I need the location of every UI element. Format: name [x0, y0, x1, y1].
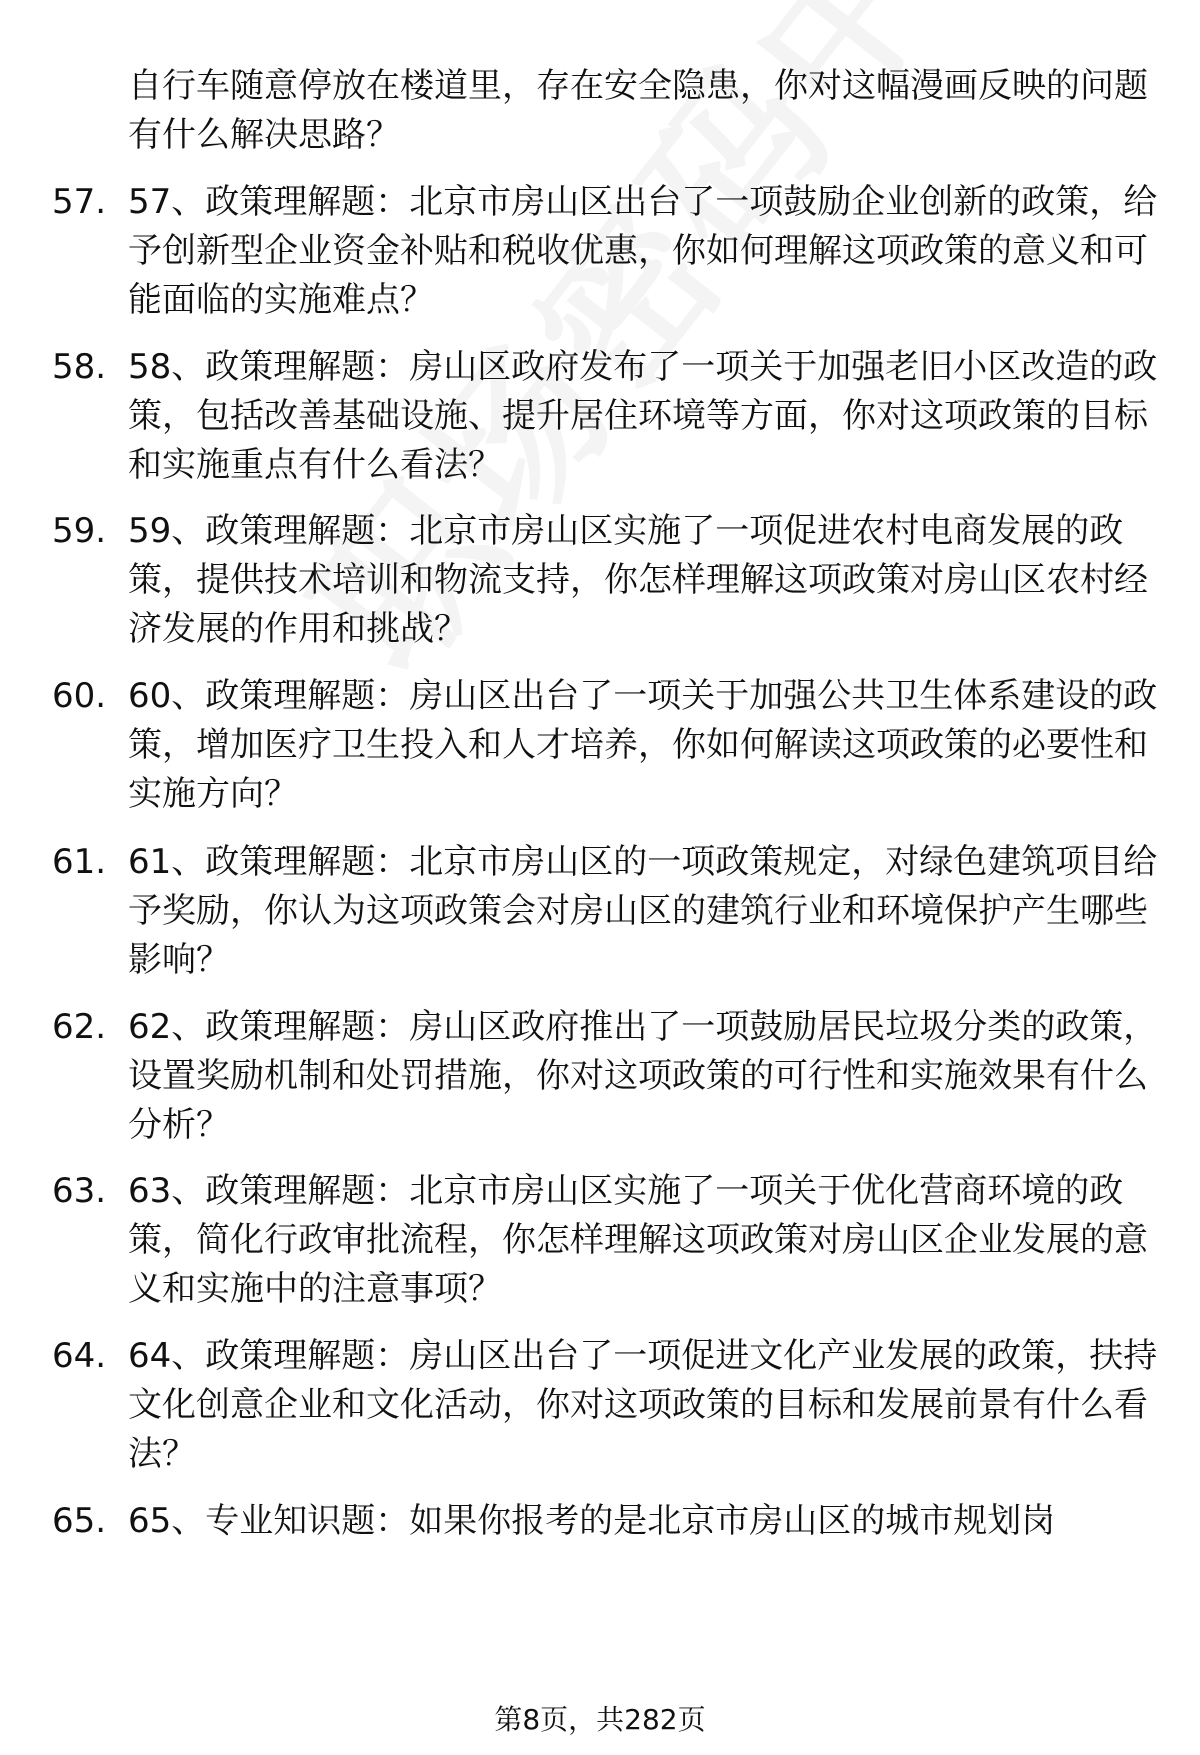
- item-text: 57、政策理解题：北京市房山区出台了一项鼓励企业创新的政策，给予创新型企业资金补贴和税收优惠，你如何理解这项政策的意义和可能面临的实施难点？: [128, 182, 1158, 320]
- item-number: 65.: [52, 1501, 107, 1541]
- item-number: 62.: [52, 1007, 107, 1047]
- page-footer: 第8页，共282页: [494, 1703, 706, 1736]
- item-number: 59.: [52, 511, 107, 551]
- continuation-text: 自行车随意停放在楼道里，存在安全隐患，你对这幅漫画反映的问题有什么解决思路？: [128, 66, 1148, 155]
- item-text: 59、政策理解题：北京市房山区实施了一项促进农村电商发展的政策，提供技术培训和物流支持，你怎样理解这项政策对房山区农村经济发展的作用和挑战？: [128, 511, 1148, 649]
- item-number: 60.: [52, 676, 107, 716]
- item-text: 60、政策理解题：房山区出台了一项关于加强公共卫生体系建设的政策，增加医疗卫生投入和人才培养，你如何解读这项政策的必要性和实施方向？: [128, 676, 1158, 814]
- item-number: 58.: [52, 347, 107, 387]
- item-text: 63、政策理解题：北京市房山区实施了一项关于优化营商环境的政策，简化行政审批流程，你怎样理解这项政策对房山区企业发展的意义和实施中的注意事项？: [128, 1171, 1148, 1309]
- item-text: 58、政策理解题：房山区政府发布了一项关于加强老旧小区改造的政策，包括改善基础设施、提升居住环境等方面，你对这项政策的目标和实施重点有什么看法？: [128, 347, 1158, 485]
- item-text: 62、政策理解题：房山区政府推出了一项鼓励居民垃圾分类的政策，设置奖励机制和处罚措施，你对这项政策的可行性和实施效果有什么分析？: [128, 1007, 1158, 1145]
- item-number: 57.: [52, 182, 107, 222]
- item-text: 61、政策理解题：北京市房山区的一项政策规定，对绿色建筑项目给予奖励，你认为这项政策会对房山区的建筑行业和环境保护产生哪些影响？: [128, 842, 1158, 980]
- item-text: 64、政策理解题：房山区出台了一项促进文化产业发展的政策，扶持文化创意企业和文化活动，你对这项政策的目标和发展前景有什么看法？: [128, 1336, 1158, 1474]
- item-number: 64.: [52, 1336, 107, 1376]
- item-number: 61.: [52, 842, 107, 882]
- item-number: 63.: [52, 1171, 107, 1211]
- item-text: 65、专业知识题：如果你报考的是北京市房山区的城市规划岗: [128, 1501, 1056, 1541]
